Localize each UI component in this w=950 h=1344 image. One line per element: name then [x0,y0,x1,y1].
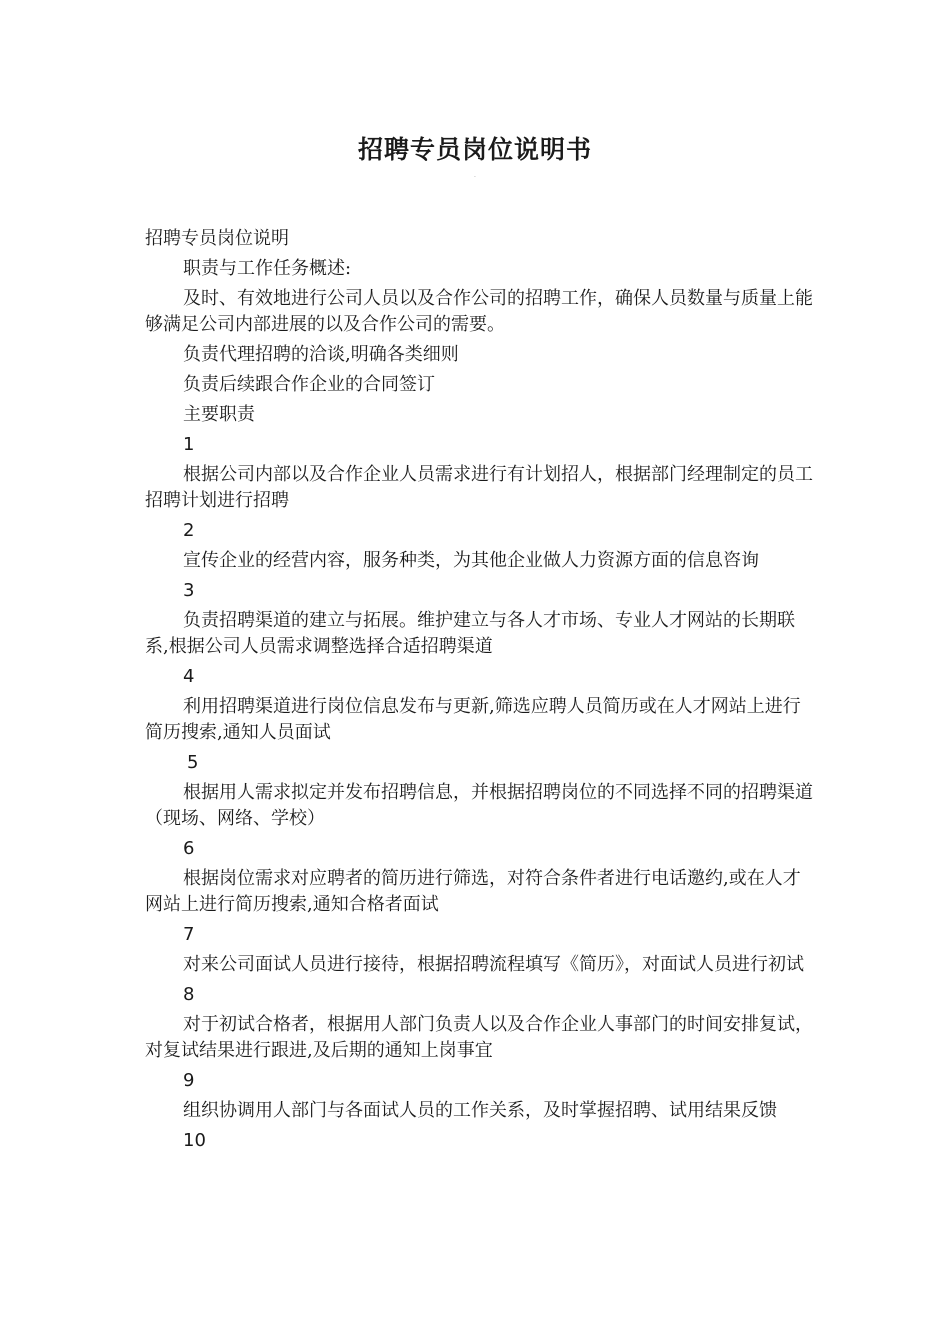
duty-text: 对于初试合格者，根据用人部门负责人以及合作企业人事部门的时间安排复试，对复试结果进行跟进,及后期的通知上岗事宜 [145,1014,813,1061]
decorative-dot: . [474,172,476,179]
section-heading: 招聘专员岗位说明 [145,228,289,249]
duty-number: 1 [183,434,195,455]
duty-text: 根据岗位需求对应聘者的简历进行筛选，对符合条件者进行电话邀约,或在人才网站上进行简历搜索,通知合格者面试 [145,868,801,915]
overview-label: 职责与工作任务概述: [183,258,352,279]
duty-text: 根据用人需求拟定并发布招聘信息，并根据招聘岗位的不同选择不同的招聘渠道（现场、网络、学校） [145,782,813,829]
main-duties-label: 主要职责 [183,404,255,425]
document-title: 招聘专员岗位说明书 [357,135,592,164]
duty-number: 5 [187,752,199,773]
responsibility-line: 负责后续跟合作企业的合同签订 [183,374,435,395]
duty-number: 6 [183,838,195,859]
duty-text: 对来公司面试人员进行接待，根据招聘流程填写《简历》，对面试人员进行初试 [183,954,804,975]
document-body [145,226,815,1158]
duty-text: 组织协调用人部门与各面试人员的工作关系，及时掌握招聘、试用结果反馈 [183,1100,777,1121]
duty-text: 根据公司内部以及合作企业人员需求进行有计划招人，根据部门经理制定的员工招聘计划进行招聘 [145,464,813,511]
duty-number: 10 [183,1130,206,1151]
overview-text: 及时、有效地进行公司人员以及合作公司的招聘工作，确保人员数量与质量上能够满足公司内部进展的以及合作公司的需要。 [145,288,813,335]
duty-text: 宣传企业的经营内容，服务种类，为其他企业做人力资源方面的信息咨询 [183,550,759,571]
duty-number: 8 [183,984,195,1005]
duty-number: 7 [183,924,195,945]
duty-number: 9 [183,1070,195,1091]
duty-number: 4 [183,666,195,687]
duty-text: 利用招聘渠道进行岗位信息发布与更新,筛选应聘人员简历或在人才网站上进行简历搜索,通知人员面试 [145,696,801,743]
responsibility-line: 负责代理招聘的洽谈,明确各类细则 [183,344,459,365]
duty-text: 负责招聘渠道的建立与拓展。维护建立与各人才市场、专业人才网站的长期联系,根据公司人员需求调整选择合适招聘渠道 [145,610,795,657]
duty-number: 3 [183,580,195,601]
duty-number: 2 [183,520,195,541]
